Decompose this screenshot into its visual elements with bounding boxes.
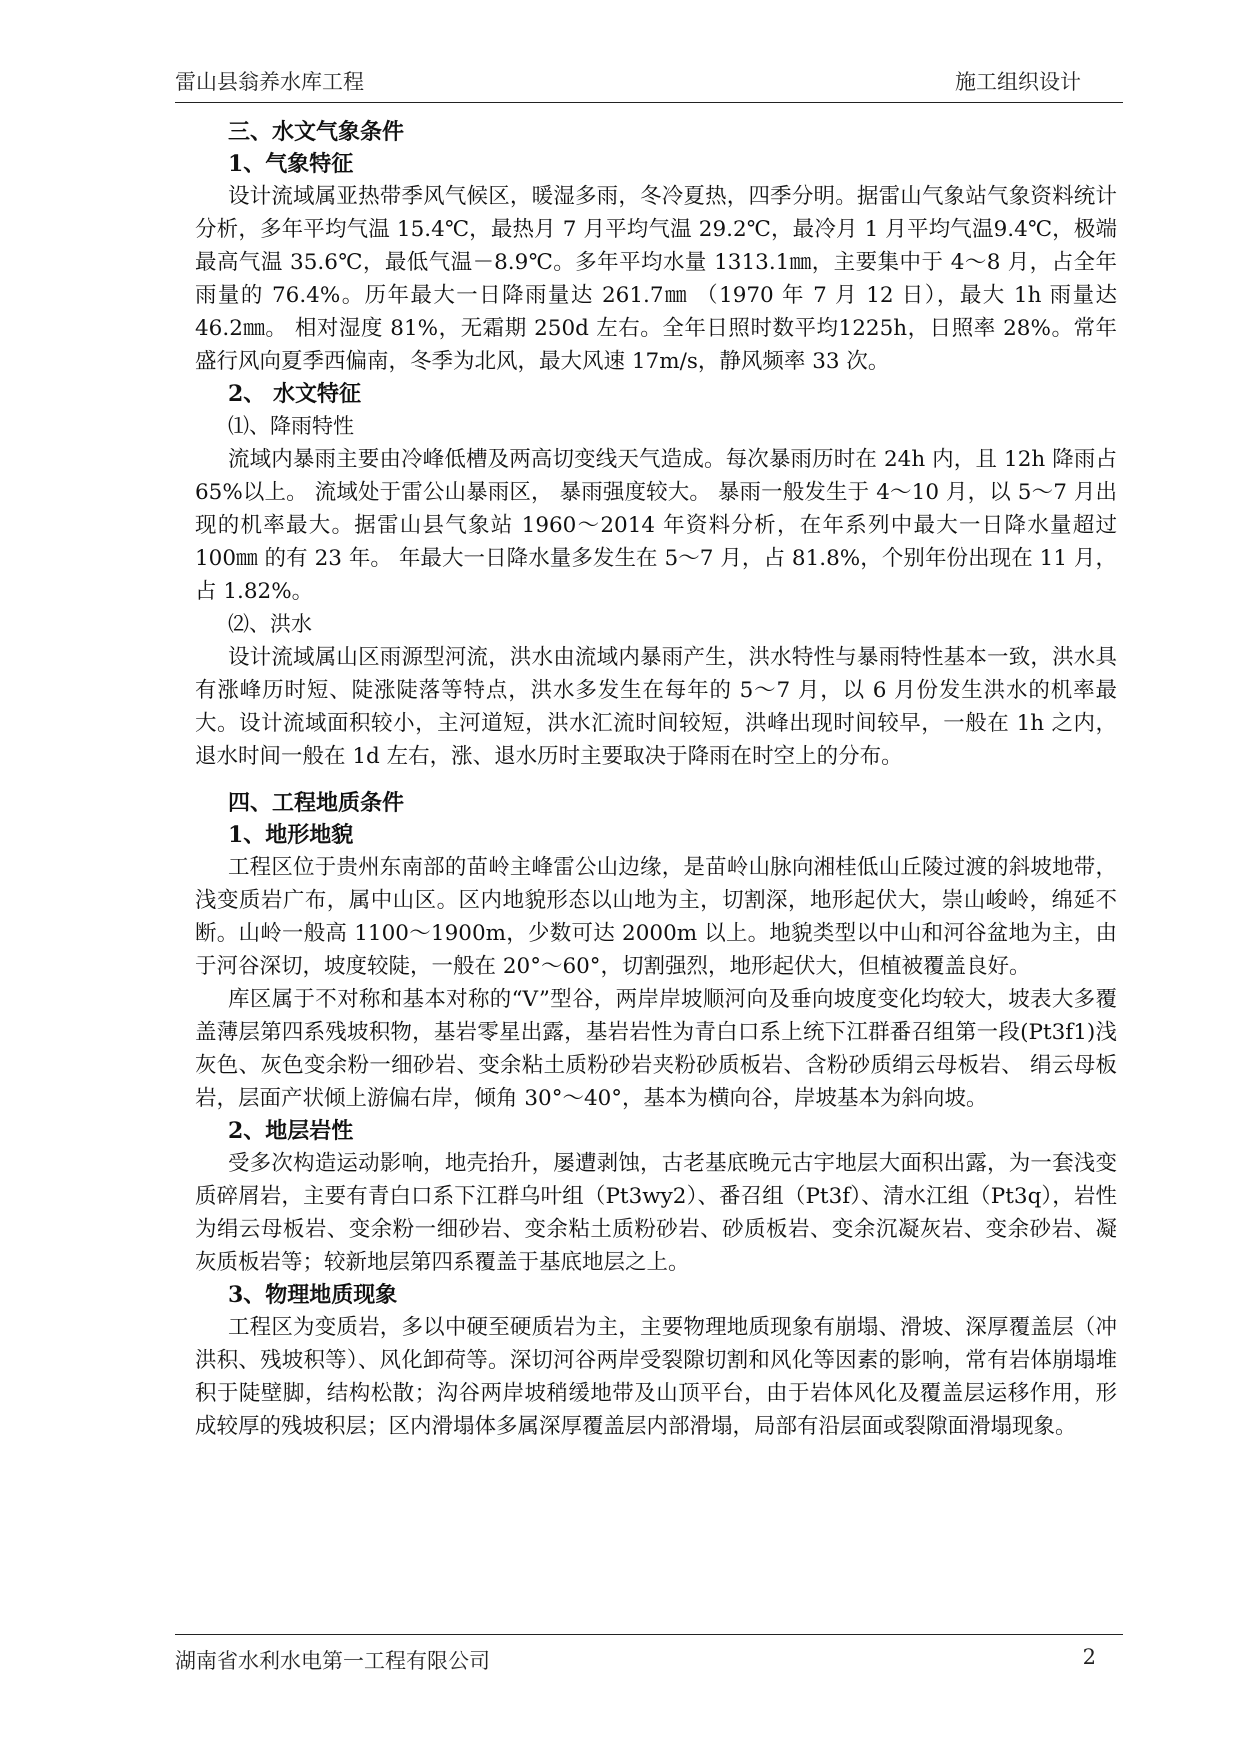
item-heading: ⑴、降雨特性 [228,414,354,438]
header-project-title: 雷山县翁养水库工程 [175,70,364,94]
page-footer [175,1634,1123,1675]
header-document-type: 施工组织设计 [955,70,1081,94]
paragraph: 工程区位于贵州东南部的苗岭主峰雷公山边缘，是苗岭山脉向湘桂低山丘陵过渡的斜坡地带，浅变质岩广布，属中山区。区内地貌形态以山地为主，切割深，地形起伏大，崇山峻岭，绵延不断。山岭一般高 1100～1900m，少数可达 2000m 以上。地貌类型以中山和河谷盆地为主，由于河谷深切，坡度较陡，一般在 20°～60°，切割强烈，地形起伏大，但植被覆盖良好。 [195,855,1117,979]
paragraph: 受多次构造运动影响，地壳抬升，屡遭剥蚀，古老基底晚元古宇地层大面积出露，为一套浅变质碎屑岩，主要有青白口系下江群乌叶组（Pt3wy2）、番召组（Pt3f）、清水江组（Pt3q），岩性为绢云母板岩、变余粉一细砂岩、变余粘土质粉砂岩、砂质板岩、变余沉凝灰岩、变余砂岩、凝灰质板岩等；较新地层第四系覆盖于基底地层之上。 [195,1151,1117,1275]
subsection-heading: 1、气象特征 [228,151,354,177]
section-heading: 三、水文气象条件 [228,119,405,145]
page-header [175,66,1123,103]
subsection-heading: 1、地形地貌 [228,822,354,848]
subsection-heading: 3、物理地质现象 [228,1282,398,1308]
footer-company-name: 湖南省水利水电第一工程有限公司 [175,1649,490,1673]
paragraph: 设计流域属亚热带季风气候区，暖湿多雨，冬冷夏热，四季分明。据雷山气象站气象资料统计分析，多年平均气温 15.4℃，最热月 7 月平均气温 29.2℃，最冷月 1 月平均气温9.4℃，极端最高气温 35.6℃，最低气温－8.9℃。多年平均水量 1313.1㎜，主要集中于 4～8 月，占全年雨量的 76.4%。历年最大一日降雨量达 261.7㎜ （1970 年 7 月 12 日），最大 1h 雨量达 46.2㎜。 相对湿度 81%，无霜期 250d 左右。全年日照时数平均1225h，日照率 28%。常年盛行风向夏季西偏南，冬季为北风，最大风速 17m/s，静风频率 33 次。 [195,184,1117,374]
paragraph: 库区属于不对称和基本对称的“V”型谷，两岸岸坡顺河向及垂向坡度变化均较大，坡表大多覆盖薄层第四系残坡积物，基岩零星出露，基岩岩性为青白口系上统下江群番召组第一段(Pt3f1)浅灰色、灰色变余粉一细砂岩、变余粘土质粉砂岩夹粉砂质板岩、含粉砂质绢云母板岩、 绢云母板岩，层面产状倾上游偏右岸，倾角 30°～40°，基本为横向谷，岸坡基本为斜向坡。 [195,987,1117,1111]
subsection-heading: 2、 水文特征 [228,381,361,407]
subsection-heading: 2、地层岩性 [228,1118,354,1144]
paragraph: 流域内暴雨主要由冷峰低槽及两高切变线天气造成。每次暴雨历时在 24h 内，且 12h 降雨占 65%以上。 流域处于雷公山暴雨区， 暴雨强度较大。 暴雨一般发生于 4～10 月，以 5～7 月出现的机率最大。据雷山县气象站 1960～2014 年资料分析，在年系列中最大一日降水量超过 100㎜ 的有 23 年。 年最大一日降水量多发生在 5～7 月，占 81.8%，个别年份出现在 11 月，占 1.82%。 [195,447,1117,604]
paragraph: 工程区为变质岩，多以中硬至硬质岩为主，主要物理地质现象有崩塌、滑坡、深厚覆盖层（冲洪积、残坡积等）、风化卸荷等。深切河谷两岸受裂隙切割和风化等因素的影响，常有岩体崩塌堆积于陡壁脚，结构松散；沟谷两岸坡稍缓地带及山顶平台，由于岩体风化及覆盖层运移作用，形成较厚的残坡积层；区内滑塌体多属深厚覆盖层内部滑塌，局部有沿层面或裂隙面滑塌现象。 [195,1315,1117,1439]
page-number: 2 [1082,1645,1096,1669]
section-spacer [195,773,1117,787]
paragraph: 设计流域属山区雨源型河流，洪水由流域内暴雨产生，洪水特性与暴雨特性基本一致，洪水具有涨峰历时短、陡涨陡落等特点，洪水多发生在每年的 5～7 月，以 6 月份发生洪水的机率最大。设计流域面积较小，主河道短，洪水汇流时间较短，洪峰出现时间较早，一般在 1h 之内，退水时间一般在 1d 左右，涨、退水历时主要取决于降雨在时空上的分布。 [195,645,1117,769]
item-heading: ⑵、洪水 [228,612,312,636]
document-body [195,116,1117,1443]
section-heading: 四、工程地质条件 [228,790,405,816]
